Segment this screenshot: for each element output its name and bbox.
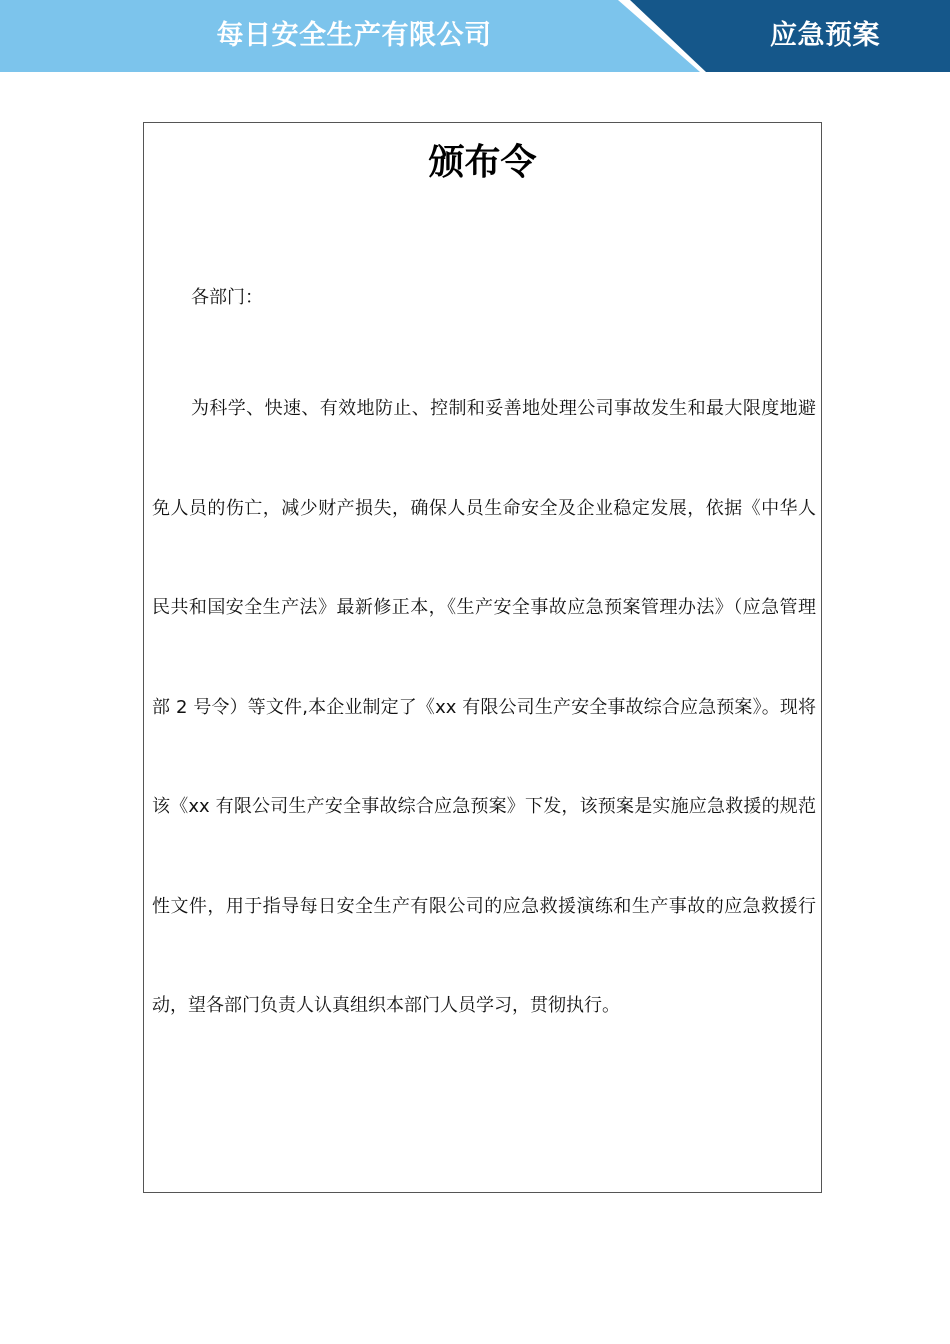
decree-frame bbox=[143, 122, 822, 1193]
page-header bbox=[0, 0, 950, 72]
salutation: 各部门： bbox=[191, 287, 263, 308]
document-title: 颁布令 bbox=[428, 142, 537, 183]
company-name: 每日安全生产有限公司 bbox=[216, 20, 492, 51]
document-type: 应急预案 bbox=[770, 20, 880, 51]
decree-body: 为科学、快速、有效地防止、控制和妥善地处理公司事故发生和最大限度地避免人员的伤亡，减少财产损失，确保人员生命安全及企业稳定发展，依据《中华人民共和国安全生产法》最新修正本，《生产安全事故应急预案管理办法》（应急管理部 2 号令）等文件,本企业制定了《xx 有限公司生产安全事故综合应急预案》。现将该《xx 有限公司生产安全事故综合应急预案》下发，该预案是实施应急救援的规范性文件，用于指导每日安全生产有限公司的应急救援演练和生产事故的应急救援行动，望各部门负责人认真组织本部门人员学习，贯彻执行。 bbox=[152, 398, 816, 1016]
